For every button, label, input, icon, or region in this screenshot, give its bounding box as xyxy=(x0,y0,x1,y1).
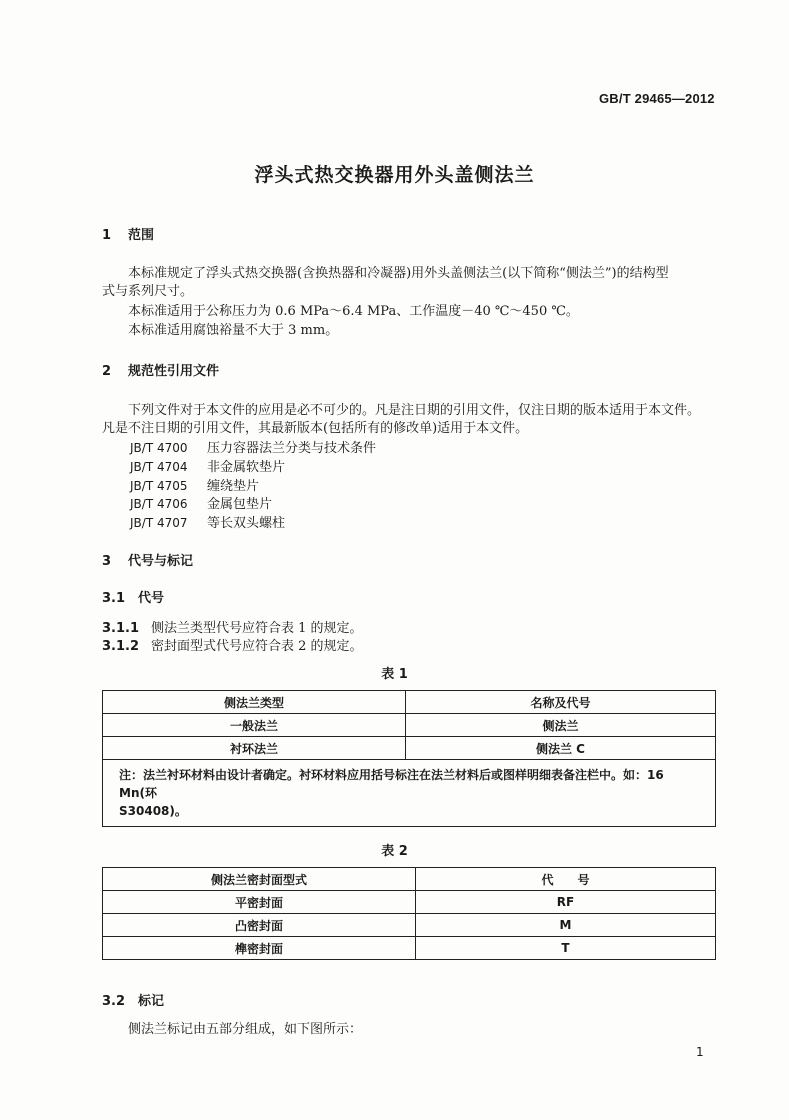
section-number: 2 xyxy=(102,364,112,379)
clause-3-1-2 xyxy=(102,635,363,654)
section-3-2-paragraph xyxy=(102,1021,722,1039)
table-2-caption: 表 2 xyxy=(381,844,408,859)
section-title: 代号与标记 xyxy=(128,554,194,569)
clause-number: 3.1.2 xyxy=(102,639,140,654)
section-1-paragraph-2 xyxy=(102,303,722,321)
reference-code: JB/T 4700 xyxy=(130,441,188,455)
clause-text: 侧法兰类型代号应符合表 1 的规定。 xyxy=(151,621,363,636)
section-1-paragraph-3 xyxy=(102,322,722,340)
table-note-row xyxy=(103,760,716,827)
table-row xyxy=(103,914,716,937)
reference-code: JB/T 4704 xyxy=(130,460,188,474)
text-line: 本标准适用腐蚀裕量不大于 3 mm。 xyxy=(128,323,339,338)
reference-item xyxy=(130,493,272,512)
text-line: 式与系列尺寸。 xyxy=(102,284,194,299)
note-line: S30408)。 xyxy=(119,804,187,818)
reference-item xyxy=(130,437,376,456)
table-cell: 榫密封面 xyxy=(103,937,416,960)
section-title: 规范性引用文件 xyxy=(128,364,220,379)
table-cell: 侧法兰 C xyxy=(406,737,716,760)
reference-title: 缠绕垫片 xyxy=(207,479,260,494)
section-number: 3 xyxy=(102,554,112,569)
section-1-heading xyxy=(102,224,154,243)
note-line: 注：法兰衬环材料由设计者确定。衬环材料应用括号标注在法兰材料后或图样明细表备注栏中。如：16 Mn(环 xyxy=(119,768,664,800)
section-3-1-heading xyxy=(102,587,164,606)
table-cell: 侧法兰 xyxy=(406,714,716,737)
text-line: 本标准规定了浮头式热交换器(含换热器和冷凝器)用外头盖侧法兰(以下简称“侧法兰”)的结构型 xyxy=(128,266,669,281)
section-3-2-heading xyxy=(102,990,164,1009)
text-line: 侧法兰标记由五部分组成，如下图所示： xyxy=(128,1022,363,1037)
table-row xyxy=(103,937,716,960)
table-row xyxy=(103,737,716,760)
reference-code: JB/T 4706 xyxy=(130,497,188,511)
section-2-heading xyxy=(102,360,219,379)
table-row xyxy=(103,891,716,914)
table-2 xyxy=(102,867,716,960)
section-number: 3.2 xyxy=(102,994,126,1009)
clause-3-1-1 xyxy=(102,617,363,636)
page-number: 1 xyxy=(696,1045,704,1059)
text-line: 本标准适用于公称压力为 0.6 MPa～6.4 MPa、工作温度－40 ℃～450 ℃。 xyxy=(128,304,579,319)
clause-text: 密封面型式代号应符合表 2 的规定。 xyxy=(151,639,363,654)
section-3-heading xyxy=(102,550,193,569)
table-cell: 一般法兰 xyxy=(103,714,406,737)
reference-item xyxy=(130,512,285,531)
reference-code: JB/T 4707 xyxy=(130,516,188,530)
text-line: 下列文件对于本文件的应用是必不可少的。凡是注日期的引用文件，仅注日期的版本适用于本文件。 xyxy=(128,403,701,418)
reference-item xyxy=(130,456,285,475)
reference-title: 金属包垫片 xyxy=(207,497,273,512)
section-1-paragraph-1 xyxy=(102,265,722,301)
clause-number: 3.1.1 xyxy=(102,621,140,636)
table-header-cell: 侧法兰类型 xyxy=(103,691,406,714)
reference-title: 非金属软垫片 xyxy=(207,460,286,475)
table-header-row xyxy=(103,691,716,714)
reference-code: JB/T 4705 xyxy=(130,479,188,493)
table-1 xyxy=(102,690,716,827)
table-cell: M xyxy=(416,914,716,937)
table-1-caption: 表 1 xyxy=(381,667,408,682)
table-cell: RF xyxy=(416,891,716,914)
reference-title: 压力容器法兰分类与技术条件 xyxy=(207,441,377,456)
document-title: 浮头式热交换器用外头盖侧法兰 xyxy=(254,164,535,186)
section-number: 1 xyxy=(102,228,112,243)
table-row xyxy=(103,714,716,737)
table-cell: 凸密封面 xyxy=(103,914,416,937)
section-title: 标记 xyxy=(138,994,165,1009)
table-note xyxy=(103,760,716,827)
section-number: 3.1 xyxy=(102,591,126,606)
section-title: 范围 xyxy=(128,228,155,243)
table-cell: 平密封面 xyxy=(103,891,416,914)
standard-number: GB/T 29465—2012 xyxy=(599,91,715,106)
reference-item xyxy=(130,475,259,494)
table-header-row xyxy=(103,868,716,891)
section-2-paragraph xyxy=(102,402,722,438)
table-header-cell: 侧法兰密封面型式 xyxy=(103,868,416,891)
table-cell: T xyxy=(416,937,716,960)
section-title: 代号 xyxy=(138,591,165,606)
reference-title: 等长双头螺柱 xyxy=(207,516,286,531)
table-header-cell: 名称及代号 xyxy=(406,691,716,714)
text-line: 凡是不注日期的引用文件，其最新版本(包括所有的修改单)适用于本文件。 xyxy=(102,421,529,436)
table-header-cell: 代 号 xyxy=(416,868,716,891)
table-cell: 衬环法兰 xyxy=(103,737,406,760)
